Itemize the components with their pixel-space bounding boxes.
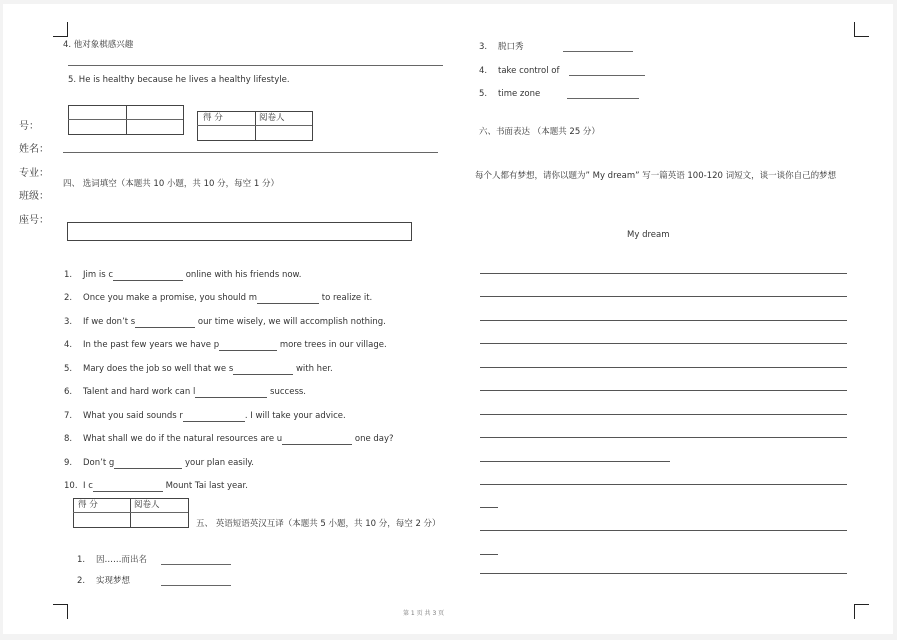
page-footer: 第 1 页 共 3 页: [403, 610, 445, 617]
grid-divider: [68, 119, 183, 120]
translate-item-3-text: 脱口秀: [498, 42, 524, 52]
fill-item-suffix: one day?: [352, 434, 394, 444]
fill-blank[interactable]: [113, 272, 183, 281]
fill-blank[interactable]: [219, 342, 277, 351]
fill-item-prefix: Once you make a promise, you should m: [83, 293, 258, 303]
crop-mark-bottom-right: [854, 604, 869, 619]
label-major: 专业：: [19, 168, 49, 179]
fill-item-number: 10.: [64, 481, 78, 491]
score-box-divider: [73, 512, 188, 513]
fill-item-number: 9.: [64, 458, 73, 468]
fill-item-prefix: What shall we do if the natural resources are u: [83, 434, 283, 444]
essay-line[interactable]: [480, 437, 847, 438]
fill-item-number: 7.: [64, 411, 73, 421]
label-class: 班级：: [19, 191, 49, 202]
fill-item-suffix: more trees in our village.: [277, 340, 387, 350]
fill-item-prefix: Jim is c: [83, 270, 114, 280]
translate-item-3-num: 3.: [479, 42, 488, 52]
fill-item-number: 4.: [64, 340, 73, 350]
fill-item-prefix: Talent and hard work can l: [83, 387, 196, 397]
fill-item-number: 3.: [64, 317, 73, 327]
answer-line: [63, 152, 438, 153]
translate-item-2-text: 实现梦想: [96, 576, 131, 586]
fill-item: [83, 481, 248, 492]
fill-blank[interactable]: [93, 483, 163, 492]
essay-line[interactable]: [480, 273, 847, 274]
score-label: 得 分: [203, 113, 223, 123]
fill-item-suffix: your plan easily.: [182, 458, 254, 468]
essay-line[interactable]: [480, 484, 847, 485]
reviewer-label: 阅卷人: [134, 500, 160, 510]
fill-item-suffix: Mount Tai last year.: [162, 481, 248, 491]
fill-blank[interactable]: [233, 366, 293, 375]
label-seat: 座号：: [19, 215, 49, 226]
fill-blank[interactable]: [135, 319, 195, 328]
essay-line[interactable]: [480, 461, 670, 462]
fill-item: [83, 434, 394, 445]
fill-item-suffix: online with his friends now.: [183, 270, 302, 280]
fill-item: [83, 411, 346, 422]
word-bank-box: [67, 222, 412, 241]
label-name: 姓名：: [19, 144, 49, 155]
crop-mark-top-right: [854, 22, 869, 37]
section-4-title: 四、 选词填空（本题共 10 小题，共 10 分，每空 1 分）: [63, 179, 279, 189]
translation-item-5: 5. He is healthy because he lives a healthy lifestyle.: [68, 75, 290, 85]
essay-line[interactable]: [480, 414, 847, 415]
fill-item-prefix: Don’t g: [83, 458, 115, 468]
exam-page: [3, 4, 893, 634]
score-box-divider: [197, 125, 312, 126]
answer-blank[interactable]: [161, 585, 231, 586]
section-5-title: 五、 英语短语英汉互译（本题共 5 小题，共 10 分，每空 2 分）: [196, 519, 441, 529]
translate-item-1-num: 1.: [77, 555, 86, 565]
essay-line[interactable]: [480, 554, 498, 555]
answer-blank[interactable]: [563, 51, 633, 52]
fill-item-suffix: with her.: [293, 364, 333, 374]
fill-item-prefix: In the past few years we have p: [83, 340, 220, 350]
translate-item-2-num: 2.: [77, 576, 86, 586]
translate-item-5-num: 5.: [479, 89, 488, 99]
answer-blank[interactable]: [569, 75, 645, 76]
fill-item: [83, 364, 333, 375]
answer-line: [68, 65, 443, 66]
fill-item-suffix: success.: [267, 387, 306, 397]
fill-blank[interactable]: [114, 460, 182, 469]
score-label: 得 分: [78, 500, 98, 510]
reviewer-label: 阅卷人: [259, 113, 285, 123]
essay-prompt: 每个人都有梦想，请你以题为” My dream” 写一篇英语 100-120 词短文，谈一谈你自己的梦想: [475, 171, 837, 181]
crop-mark-top-left: [53, 22, 68, 37]
essay-line[interactable]: [480, 507, 498, 508]
fill-item-suffix: to realize it.: [319, 293, 373, 303]
fill-item: [83, 387, 306, 398]
label-number: 号：: [19, 121, 39, 132]
fill-item-number: 8.: [64, 434, 73, 444]
fill-item-suffix: . I will take your advice.: [244, 411, 346, 421]
fill-blank[interactable]: [195, 389, 267, 398]
essay-line[interactable]: [480, 530, 847, 531]
fill-item-number: 1.: [64, 270, 73, 280]
essay-line[interactable]: [480, 573, 847, 574]
fill-item: [83, 458, 254, 469]
essay-line[interactable]: [480, 343, 847, 344]
translate-item-4-num: 4.: [479, 66, 488, 76]
translate-item-1-text: 因……而出名: [96, 555, 148, 565]
fill-item: [83, 270, 301, 281]
fill-item-number: 2.: [64, 293, 73, 303]
fill-item: [83, 293, 372, 304]
translate-item-5-text: time zone: [498, 89, 541, 99]
translation-item-4: 4. 他对象棋感兴趣: [63, 40, 134, 50]
fill-item-prefix: I c: [83, 481, 93, 491]
fill-blank[interactable]: [282, 436, 352, 445]
fill-item-prefix: Mary does the job so well that we s: [83, 364, 234, 374]
crop-mark-bottom-left: [53, 604, 68, 619]
answer-blank[interactable]: [161, 564, 231, 565]
fill-blank[interactable]: [183, 413, 245, 422]
fill-item: [83, 340, 387, 351]
answer-blank[interactable]: [567, 98, 639, 99]
section-6-title: 六、书面表达 （本题共 25 分）: [479, 127, 600, 137]
fill-item-number: 6.: [64, 387, 73, 397]
essay-line[interactable]: [480, 320, 847, 321]
fill-item-suffix: our time wisely, we will accomplish nothing.: [195, 317, 386, 327]
essay-line[interactable]: [480, 296, 847, 297]
essay-line[interactable]: [480, 390, 847, 391]
fill-blank[interactable]: [257, 295, 319, 304]
translate-item-4-text: take control of: [498, 66, 560, 76]
essay-line[interactable]: [480, 367, 847, 368]
fill-item-number: 5.: [64, 364, 73, 374]
essay-title: My dream: [627, 230, 670, 240]
fill-item-prefix: If we don’t s: [83, 317, 136, 327]
fill-item-prefix: What you said sounds r: [83, 411, 183, 421]
fill-item: [83, 317, 386, 328]
